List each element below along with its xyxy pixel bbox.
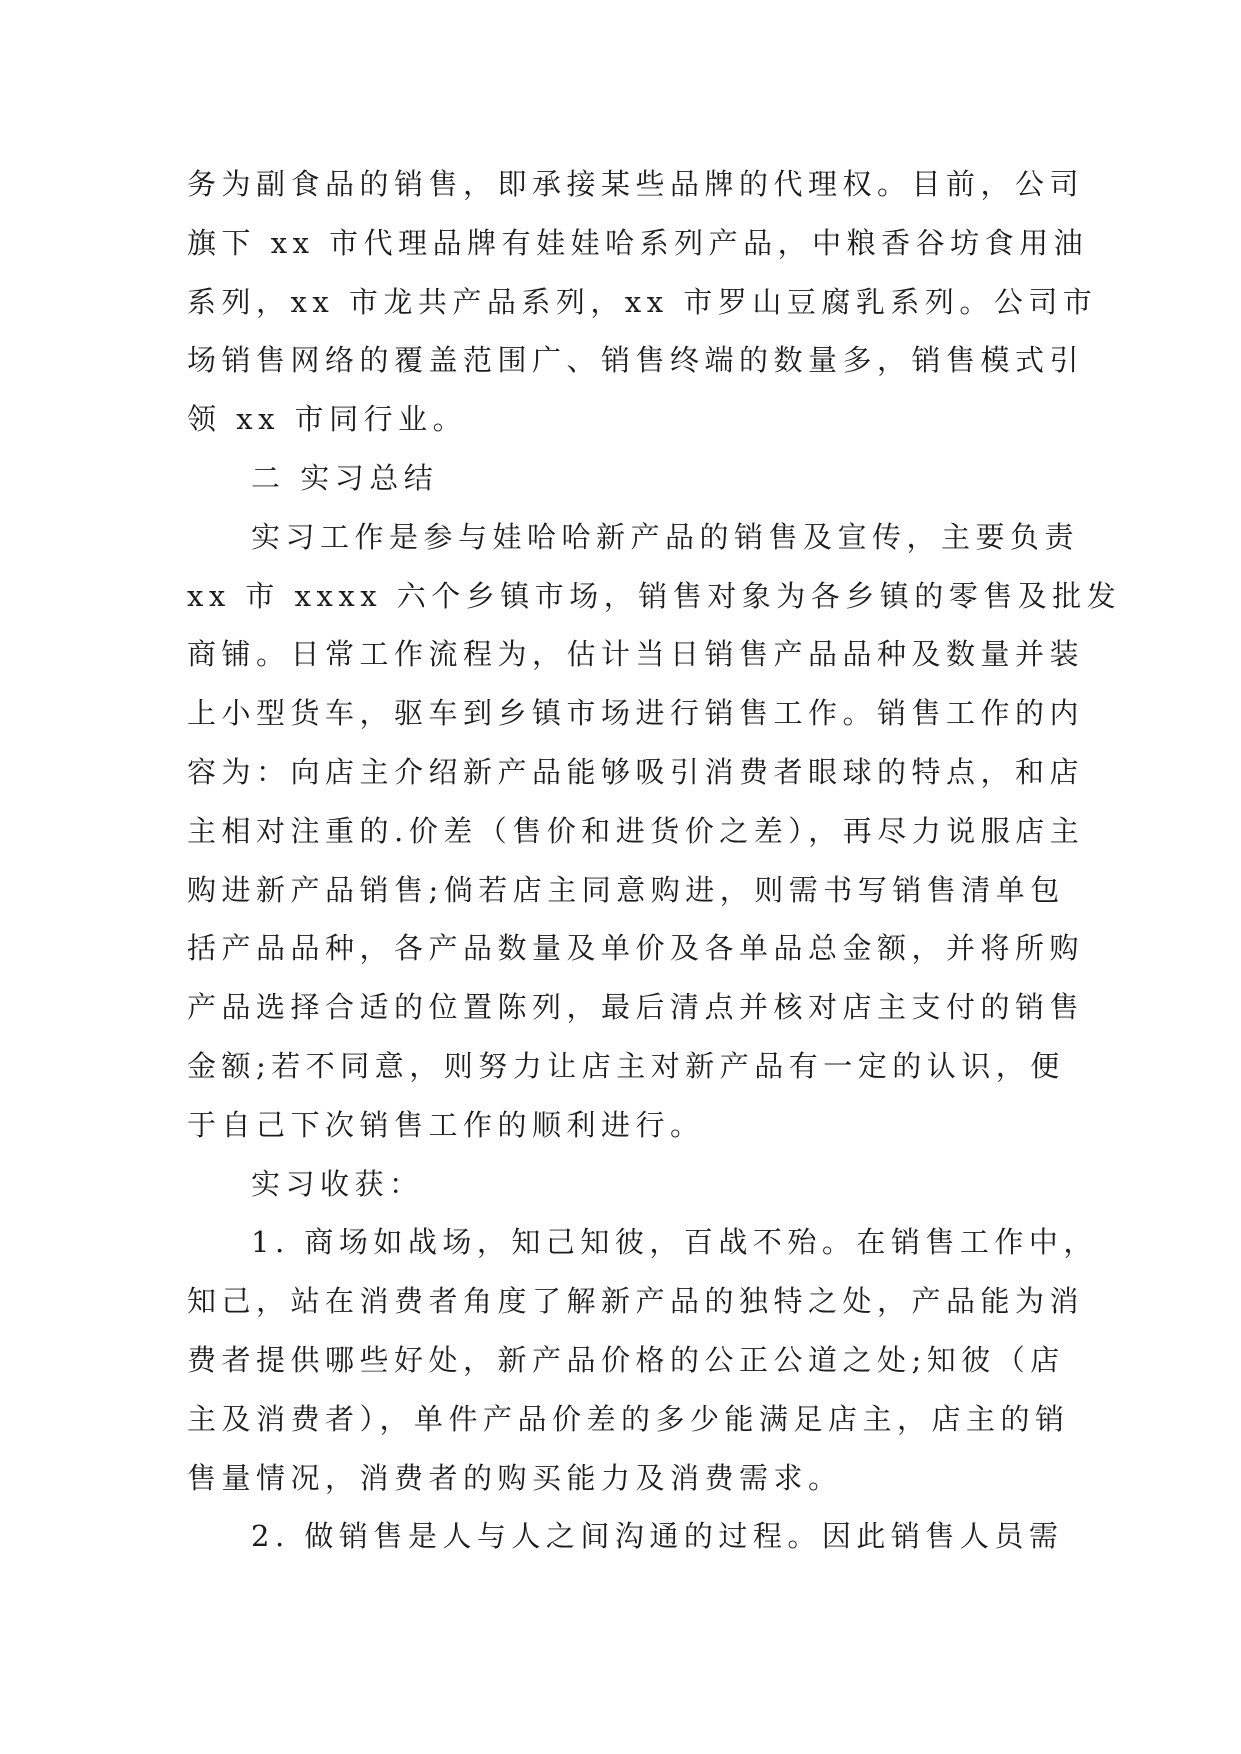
text-line: 场销售网络的覆盖范围广、销售终端的数量多，销售模式引 bbox=[187, 343, 1085, 378]
text-line: 商铺。日常工作流程为，估计当日销售产品品种及数量并装 bbox=[187, 637, 1085, 672]
text-line: 售量情况，消费者的购买能力及消费需求。 bbox=[187, 1460, 843, 1495]
text-line: 容为：向店主介绍新产品能够吸引消费者眼球的特点，和店 bbox=[187, 754, 1085, 789]
subheading-gains: 实习收获： bbox=[251, 1166, 424, 1201]
text-line: 知己，站在消费者角度了解新产品的独特之处，产品能为消 bbox=[187, 1284, 1085, 1319]
list-item-2-first-line: 2. 做销售是人与人之间沟通的过程。因此销售人员需 bbox=[251, 1519, 1064, 1554]
text-line: 务为副食品的销售，即承接某些品牌的代理权。目前，公司 bbox=[187, 167, 1085, 201]
text-line: 领 xx 市同行业。 bbox=[187, 402, 468, 437]
section-heading: 二 实习总结 bbox=[251, 460, 439, 495]
text-line: 系列，xx 市龙共产品系列，xx 市罗山豆腐乳系列。公司市 bbox=[187, 284, 1098, 319]
text-line: 上小型货车，驱车到乡镇市场进行销售工作。销售工作的内 bbox=[187, 696, 1085, 731]
text-line: 主相对注重的.价差（售价和进货价之差），再尽力说服店主 bbox=[187, 813, 1085, 848]
text-line: 费者提供哪些好处，新产品价格的公正公道之处;知彼（店 bbox=[187, 1342, 1065, 1377]
text-line: xx 市 xxxx 六个乡镇市场，销售对象为各乡镇的零售及批发 bbox=[187, 578, 1122, 613]
paragraph-first-line: 实习工作是参与娃哈哈新产品的销售及宣传，主要负责 bbox=[251, 519, 1080, 554]
text-line: 主及消费者），单件产品价差的多少能满足店主，店主的销 bbox=[187, 1401, 1070, 1436]
text-line: 金额;若不同意，则努力让店主对新产品有一定的认识，便 bbox=[187, 1048, 1065, 1083]
text-line: 旗下 xx 市代理品牌有娃娃哈系列产品，中粮香谷坊食用油 bbox=[187, 225, 1089, 260]
document-body bbox=[187, 155, 1122, 1566]
text-line: 于自己下次销售工作的顺利进行。 bbox=[187, 1107, 705, 1142]
text-line: 括产品品种，各产品数量及单价及各单品总金额，并将所购 bbox=[187, 931, 1085, 966]
list-item-1-first-line: 1. 商场如战场，知己知彼，百战不殆。在销售工作中， bbox=[251, 1225, 1098, 1260]
text-line: 产品选择合适的位置陈列，最后清点并核对店主支付的销售 bbox=[187, 990, 1085, 1025]
text-line: 购进新产品销售;倘若店主同意购进，则需书写销售清单包 bbox=[187, 872, 1065, 907]
